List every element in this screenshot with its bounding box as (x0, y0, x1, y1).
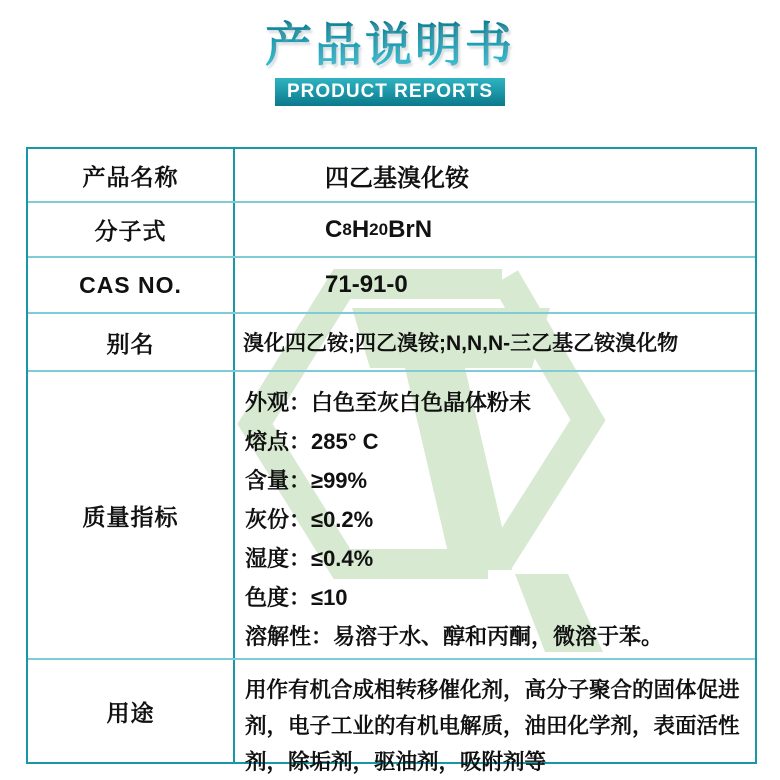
header (0, 0, 780, 106)
row-label-product-name: 产品名称 (28, 149, 235, 201)
row-value-alias: 溴化四乙铵;四乙溴铵;N,N,N-三乙基乙铵溴化物 (243, 332, 679, 355)
quality-line-melting-point: 熔点：285° C (245, 429, 379, 454)
table-row-usage (28, 658, 755, 774)
table-row-quality (28, 370, 755, 658)
quality-line-color: 色度：≤10 (245, 585, 348, 610)
spec-table (26, 147, 757, 774)
row-label-alias: 别名 (28, 314, 235, 370)
table-row-alias (28, 312, 755, 370)
page-title: 产品说明书 (265, 18, 515, 71)
formula-part: H (351, 215, 370, 243)
row-label-usage: 用途 (28, 660, 235, 762)
row-value-quality (235, 372, 755, 658)
quality-line-content: 含量：≥99% (245, 468, 368, 493)
formula-subscript: 8 (342, 219, 352, 239)
row-label-cas: CAS NO. (28, 258, 235, 312)
table-row-product-name (28, 149, 755, 201)
formula-part: BrN (388, 215, 433, 243)
formula-subscript: 20 (369, 219, 389, 239)
subtitle-banner: PRODUCT REPORTS (275, 78, 505, 106)
row-label-formula: 分子式 (28, 203, 235, 256)
row-value-cas: 71-91-0 (325, 271, 408, 298)
row-value-product-name: 四乙基溴化铵 (325, 164, 469, 192)
table-row-cas (28, 256, 755, 312)
quality-line-solubility: 溶解性：易溶于水、醇和丙酮，微溶于苯。 (245, 624, 664, 649)
table-row-formula (28, 201, 755, 256)
row-label-quality: 质量指标 (28, 372, 235, 658)
quality-line-appearance: 外观：白色至灰白色晶体粉末 (245, 390, 532, 415)
formula-part: C (325, 215, 343, 243)
quality-line-moisture: 湿度：≤0.4% (245, 546, 374, 571)
row-value-formula (235, 203, 755, 256)
row-value-usage: 用作有机合成相转移催化剂，高分子聚合的固体促进剂，电子工业的有机电解质，油田化学剂，表面活性剂，除垢剂，驱油剂，吸附剂等 (245, 678, 740, 774)
quality-line-ash: 灰份：≤0.2% (245, 507, 374, 532)
